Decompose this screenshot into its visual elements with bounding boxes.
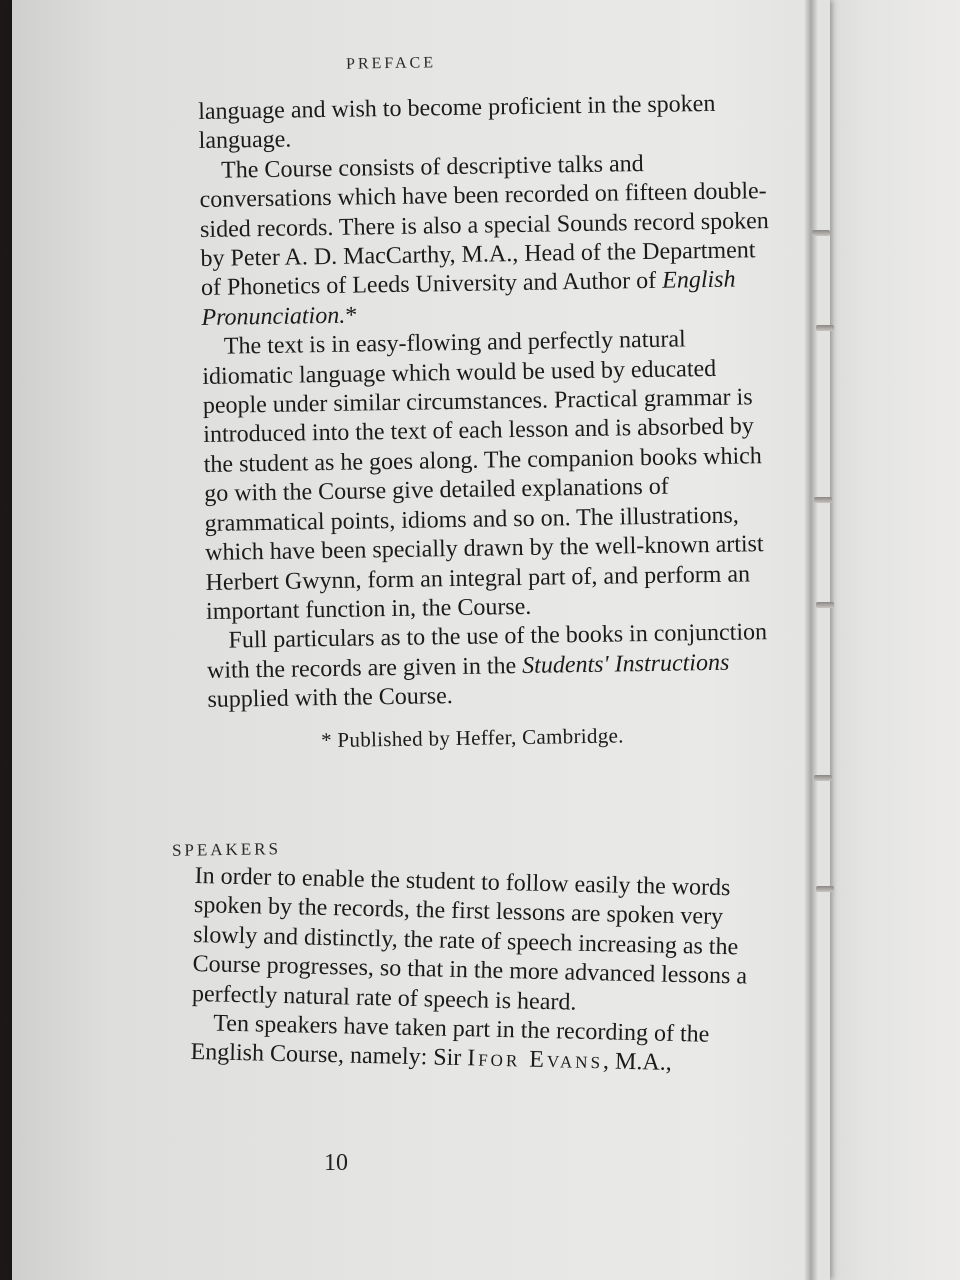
book-title: English Pronunciation. [201, 267, 736, 331]
running-head: PREFACE [345, 54, 437, 73]
paragraph-text-tail: , M.A., [602, 1048, 673, 1077]
paragraph-text: In order to enable the student to follow easily the words spoken by the records, the first lessons are spoken very slowly and distinctly, the rate of speech increasing as the Course progresses, so that in the more advanced lessons a perfectly natural rate of speech is heard. [191, 862, 748, 1016]
binding-thread [816, 886, 834, 892]
footnote: * Published by Heffer, Cambridge. [320, 722, 624, 752]
paragraph [206, 618, 787, 715]
binding-thread [816, 602, 834, 608]
paragraph-text: Ten speakers have taken part in the recording of the English Course, namely: Sir [190, 1010, 710, 1072]
binding-thread [814, 775, 832, 781]
speakers-text [190, 862, 775, 1081]
paragraph-text: language and wish to become proficient in the spoken language. [198, 90, 716, 155]
paragraph [202, 324, 787, 627]
paragraph-text: The Course consists of descriptive talks and conversations which have been recorded on fifteen double-sided records. There is also a special Sounds record spoken by Peter A. D. MacCarthy, M.A., Head of the Department of Phonetics of Leeds University and Author of [199, 150, 769, 302]
paragraph-text-tail: supplied with the Course. [207, 683, 453, 714]
binding-thread [814, 497, 832, 503]
page-number: 10 [324, 1150, 348, 1176]
footnote-marker: * [344, 302, 358, 329]
paragraph [192, 862, 775, 1022]
facing-page [810, 0, 960, 1280]
binding-thread [816, 325, 834, 331]
document-title: Students' Instructions [521, 649, 730, 679]
page-gutter [804, 0, 818, 1280]
paragraph-text: The text is in easy-flowing and perfectly natural idiomatic language which would be used by educated people under similar circumstances. Practical grammar is introduced into the text of each lesson and is absorbed by the student as he goes along. The companion books which go with the Course give detailed explanations of grammatical points, idioms and so on. The illustrations, which have been specially drawn by the well-known artist Herbert Gwynn, form an integral part of, and perform an important function in, the Course. [202, 326, 764, 625]
section-heading: SPEAKERS [171, 839, 282, 860]
speaker-name: Ifor Evans [466, 1045, 604, 1075]
paragraph-text: Full particulars as to the use of the books in conjunction with the records are given in the [206, 619, 768, 684]
preface-text [198, 89, 788, 755]
paragraph [198, 89, 779, 157]
paragraph [199, 148, 782, 334]
binding-thread [812, 230, 830, 236]
